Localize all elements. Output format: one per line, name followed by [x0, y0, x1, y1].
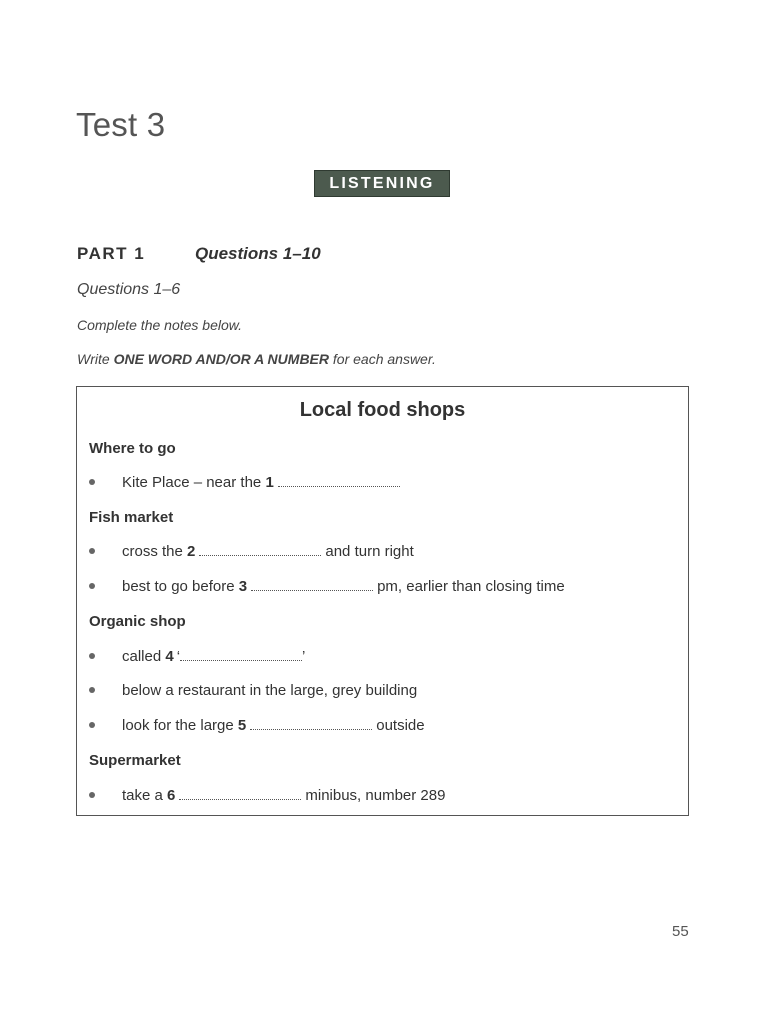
part-heading	[77, 244, 321, 264]
answer-gap-4[interactable]	[180, 648, 302, 661]
note-text-after: outside	[376, 717, 425, 734]
instruction-emphasis: ONE WORD AND/OR A NUMBER	[113, 351, 329, 367]
group-heading-organic-shop: Organic shop	[89, 613, 186, 630]
answer-gap-5[interactable]	[250, 717, 372, 730]
note-item-5	[89, 717, 425, 734]
close-quote: ’	[302, 648, 306, 665]
note-item-restaurant	[89, 682, 417, 699]
instruction-complete-notes: Complete the notes below.	[77, 317, 242, 333]
notes-box	[76, 386, 689, 816]
note-text: best to go before	[122, 578, 239, 595]
part-label: PART 1	[77, 244, 146, 263]
note-text-after: pm, earlier than closing time	[377, 578, 565, 595]
bullet-icon	[89, 687, 95, 693]
test-title: Test 3	[76, 106, 166, 143]
question-number-5: 5	[237, 717, 247, 734]
part-questions-range: Questions 1–10	[195, 244, 321, 263]
note-text-after: minibus, number 289	[305, 787, 446, 804]
bullet-icon	[89, 792, 95, 798]
answer-gap-3[interactable]	[251, 578, 373, 591]
question-number-2: 2	[187, 543, 196, 560]
note-item-3	[89, 578, 565, 595]
section-badge-listening: LISTENING	[314, 170, 450, 197]
question-number-1: 1	[265, 474, 274, 491]
note-item-4	[89, 648, 305, 665]
bullet-icon	[89, 548, 95, 554]
note-text-after: and turn right	[325, 543, 414, 560]
note-text: take a	[122, 787, 168, 804]
group-heading-where-to-go: Where to go	[89, 440, 176, 457]
notes-title: Local food shops	[299, 399, 466, 421]
note-text: called	[122, 648, 166, 665]
note-item-1	[89, 474, 404, 491]
question-number-6: 6	[167, 787, 176, 804]
bullet-icon	[89, 479, 95, 485]
group-heading-fish-market: Fish market	[89, 509, 174, 526]
page-number: 55	[672, 923, 689, 940]
note-text: below a restaurant in the large, grey building	[122, 682, 418, 699]
note-text: cross the	[122, 543, 188, 560]
group-heading-supermarket: Supermarket	[89, 752, 181, 769]
answer-gap-6[interactable]	[179, 787, 301, 800]
question-number-3: 3	[238, 578, 248, 595]
instruction-prefix: Write	[77, 351, 114, 367]
answer-gap-1[interactable]	[278, 474, 400, 487]
bullet-icon	[89, 653, 95, 659]
question-number-4: 4	[165, 648, 174, 665]
note-item-2	[89, 543, 414, 560]
answer-gap-2[interactable]	[199, 543, 321, 556]
questions-subheading: Questions 1–6	[77, 281, 181, 298]
note-item-6	[89, 787, 445, 804]
bullet-icon	[89, 722, 95, 728]
instruction-suffix: for each answer.	[329, 351, 436, 367]
open-quote: ‘	[176, 648, 181, 665]
note-text: look for the large	[122, 717, 238, 734]
bullet-icon	[89, 583, 95, 589]
instruction-word-limit	[77, 351, 436, 367]
note-text: Kite Place – near the	[122, 474, 266, 491]
